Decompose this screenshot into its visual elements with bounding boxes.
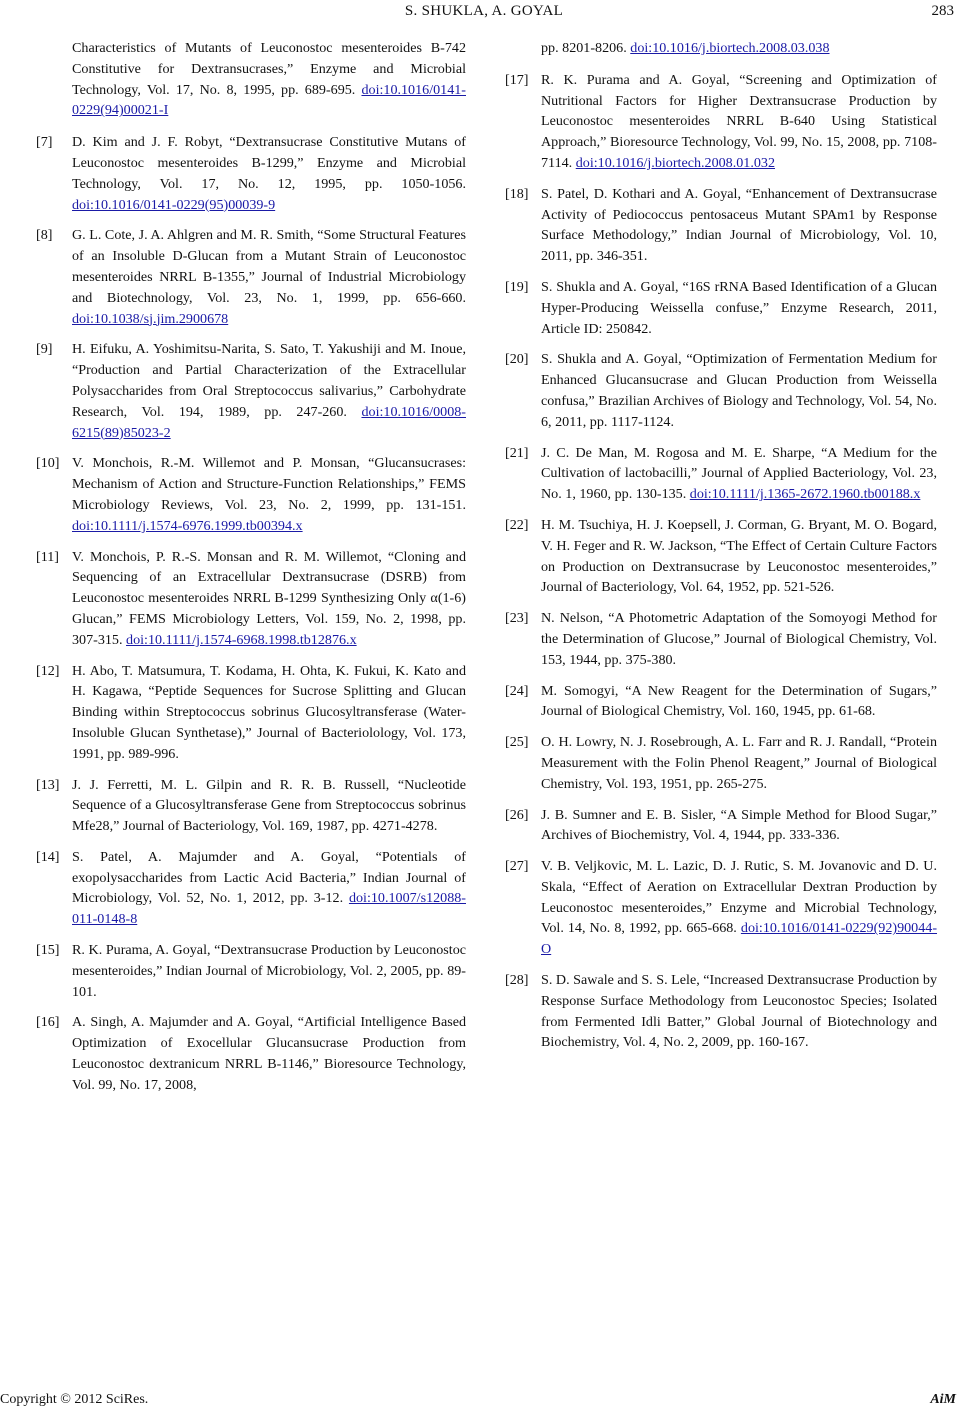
copyright-notice: Copyright © 2012 SciRes. <box>0 1392 149 1407</box>
reference-text: R. K. Purama and A. Goyal, “Screening and Optimization of Nutritional Factors for Higher Dextransucrase Production by Leuconostoc mesenteroides NRRL B-640 Using Statistical Approach,” Bioresource Technology, Vol. 99, No. 15, 2008, pp. 7108-7114. <box>541 71 937 171</box>
doi-link[interactable]: doi:10.1016/0141-0229(92)90044-O <box>541 920 938 958</box>
reference-item <box>36 132 466 215</box>
reference-continuation <box>36 38 466 121</box>
doi-link[interactable]: doi:10.1111/j.1574-6968.1998.tb12876.x <box>126 631 357 648</box>
reference-number: [15] <box>36 942 60 959</box>
reference-text: S. Patel, D. Kothari and A. Goyal, “Enhancement of Dextransucrase Activity of Pediococcus pentosaceus Mutant SPAm1 by Response Surface Methodology,” Indian Journal of Microbiology, Vol. 10, 2011, pp. 346-351. <box>541 185 937 265</box>
reference-number: [10] <box>36 455 60 472</box>
reference-number: [11] <box>36 548 59 565</box>
reference-text: V. Monchois, P. R.-S. Monsan and R. M. Willemot, “Cloning and Sequencing of an Extracellular Dextransucrase (DSRB) from Leuconostoc mesenteroides NRRL B-1299 Synthesizing Only α(1-6) Glucan,” FEMS Microbiology Letters, Vol. 159, No. 2, 1998, pp. 307-315. <box>72 548 466 648</box>
reference-number: [27] <box>505 858 529 875</box>
reference-item <box>36 661 466 765</box>
reference-number: [26] <box>505 806 529 823</box>
reference-text: J. C. De Man, M. Rogosa and M. E. Sharpe, “A Medium for the Cultivation of lactobacilli,” Journal of Applied Bacteriology, Vol. 23, No. 1, 1960, pp. 130-135. <box>541 444 937 503</box>
running-title: S. SHUKLA, A. GOYAL <box>404 3 564 19</box>
reference-text: H. Abo, T. Matsumura, T. Kodama, H. Ohta, K. Fukui, K. Kato and H. Kagawa, “Peptide Sequences for Sucrose Splitting and Glucan Binding within Streptococcus sobrinus Glucosyltransferase (Water-Insoluble Glucan Synthetase),” Journal of Bacteriolology, Vol. 173, 1991, pp. 989-996. <box>72 662 466 762</box>
reference-item <box>36 453 466 536</box>
reference-number: [14] <box>36 848 60 865</box>
reference-item <box>505 970 937 1053</box>
left-column <box>36 38 466 1106</box>
reference-text: R. K. Purama, A. Goyal, “Dextransucrase Production by Leuconostoc mesenteroides,” Indian Journal of Microbiology, Vol. 2, 2005, pp. 89-101. <box>72 942 466 1000</box>
reference-item <box>36 225 466 329</box>
doi-link[interactable]: doi:10.1016/0008-6215(89)85023-2 <box>72 403 466 441</box>
reference-item <box>36 940 466 1002</box>
reference-item <box>505 608 937 670</box>
reference-text: S. Shukla and A. Goyal, “16S rRNA Based Identification of a Glucan Hyper-Producing Weissella confuse,” Enzyme Research, 2011, Article ID: 250842. <box>541 278 937 337</box>
reference-item <box>505 277 937 339</box>
reference-item <box>505 349 937 432</box>
reference-item <box>36 339 466 443</box>
reference-number: [17] <box>505 71 529 88</box>
reference-number: [20] <box>505 351 529 368</box>
journal-abbrev: AiM <box>930 1392 956 1407</box>
reference-text: V. Monchois, R.-M. Willemot and P. Monsan, “Glucansucrases: Mechanism of Action and Structure-Function Relationships,” FEMS Microbiology Reviews, Vol. 23, No. 2, 1999, pp. 131-151. <box>72 455 466 513</box>
right-column <box>505 38 937 1063</box>
reference-number: [16] <box>36 1014 60 1031</box>
reference-item <box>36 775 466 837</box>
reference-item <box>505 70 937 174</box>
reference-text: G. L. Cote, J. A. Ahlgren and M. R. Smith, “Some Structural Features of an Insoluble D-Glucan from a Mutant Strain of Leuconostoc mesenteroides NRRL B-1355,” Journal of Industrial Microbiology and Biotechnology, Vol. 23, No. 1, 1999, pp. 656-660. <box>72 227 466 306</box>
doi-link[interactable]: doi:10.1111/j.1574-6976.1999.tb00394.x <box>72 517 303 534</box>
reference-number: [22] <box>505 516 529 533</box>
page-header <box>0 0 968 24</box>
reference-text: M. Somogyi, “A New Reagent for the Determination of Sugars,” Journal of Biological Chemistry, Vol. 160, 1945, pp. 61-68. <box>541 682 937 720</box>
reference-text: D. Kim and J. F. Robyt, “Dextransucrase Constitutive Mutans of Leuconostoc mesenteroides B-1299,” Enzyme and Microbial Technology, Vol. 17, No. 12, 1995, pp. 1050-1056. <box>72 134 466 192</box>
reference-text: A. Singh, A. Majumder and A. Goyal, “Artificial Intelligence Based Optimization of Exocellular Glucansucrase Production from Leuconostoc dextranicum NRRL B-1146,” Bioresource Technology, Vol. 99, No. 17, 2008, <box>72 1014 466 1093</box>
reference-item <box>36 847 466 930</box>
doi-link[interactable]: doi:10.1016/j.biortech.2008.03.038 <box>630 40 830 56</box>
reference-number: [21] <box>505 444 529 461</box>
reference-text: V. B. Veljkovic, M. L. Lazic, D. J. Rutic, S. M. Jovanovic and D. U. Skala, “Effect of Aeration on Extracellular Dextran Production by Leuconostoc mesenteroides,” Enzyme and Microbial Technology, Vol. 14, No. 8, 1992, pp. 665-668. <box>541 858 937 937</box>
reference-text: O. H. Lowry, N. J. Rosebrough, A. L. Farr and R. J. Randall, “Protein Measurement with the Folin Phenol Reagent,” Journal of Biological Chemistry, Vol. 193, 1951, pp. 265-275. <box>541 734 937 792</box>
reference-text: S. D. Sawale and S. S. Lele, “Increased Dextransucrase Production by Response Surface Methodology from Leuconostoc Species; Isolated from Fermented Idli Batter,” Global Journal of Biotechnology and Biochemistry, Vol. 4, No. 2, 2009, pp. 160-167. <box>541 972 937 1051</box>
page-number: 283 <box>931 3 954 19</box>
reference-number: [23] <box>505 610 529 627</box>
reference-number: [8] <box>36 227 53 244</box>
reference-number: [9] <box>36 341 53 358</box>
reference-text: S. Shukla and A. Goyal, “Optimization of Fermentation Medium for Enhanced Glucansucrase and Glucan Production from Weissella confusa,” Brazilian Archives of Biology and Technology, Vol. 54, No. 6, 2011, pp. 1117-1124. <box>541 351 937 430</box>
doi-link[interactable]: doi:10.1016/0141-0229(94)00021-I <box>72 81 466 119</box>
doi-link[interactable]: doi:10.1007/s12088-011-0148-8 <box>72 890 466 928</box>
reference-item <box>36 1012 466 1095</box>
doi-link[interactable]: doi:10.1016/j.biortech.2008.01.032 <box>575 154 775 171</box>
doi-link[interactable]: doi:10.1038/sj.jim.2900678 <box>72 310 229 327</box>
reference-item <box>505 184 937 267</box>
reference-text: H. Eifuku, A. Yoshimitsu-Narita, S. Sato, T. Yakushiji and M. Inoue, “Production and Partial Characterization of the Extracellular Polysaccharides from Oral Streptococcus salivarius,” Carbohydrate Research, Vol. 194, 1989, pp. 247-260. <box>72 341 466 420</box>
reference-number: [7] <box>36 134 53 151</box>
reference-item <box>36 547 466 651</box>
reference-number: [28] <box>505 972 529 989</box>
reference-text: J. J. Ferretti, M. L. Gilpin and R. R. B. Russell, “Nucleotide Sequence of a Glucosyltransferase Gene from Streptococcus sobrinus Mfe28,” Journal of Bacteriology, Vol. 169, 1987, pp. 4271-4278. <box>72 776 466 835</box>
reference-item <box>505 805 937 847</box>
reference-continuation <box>505 38 937 59</box>
doi-link[interactable]: doi:10.1016/0141-0229(95)00039-9 <box>72 196 276 213</box>
reference-number: [13] <box>36 776 60 793</box>
reference-number: [19] <box>505 278 529 295</box>
reference-number: [24] <box>505 682 529 699</box>
doi-link[interactable]: doi:10.1111/j.1365-2672.1960.tb00188.x <box>689 486 921 503</box>
reference-item <box>505 515 937 598</box>
reference-text: N. Nelson, “A Photometric Adaptation of the Somoyogi Method for the Determination of Glucose,” Journal of Biological Chemistry, Vol. 153, 1944, pp. 375-380. <box>541 610 937 668</box>
reference-text: pp. 8201-8206. <box>541 40 627 56</box>
reference-text: S. Patel, A. Majumder and A. Goyal, “Potentials of exopolysaccharides from Lactic Acid Bacteria,” Indian Journal of Microbiology, Vol. 52, No. 1, 2012, pp. 3-12. <box>72 848 466 907</box>
reference-number: [12] <box>36 662 60 679</box>
reference-number: [25] <box>505 734 529 751</box>
reference-item <box>505 732 937 794</box>
reference-number: [18] <box>505 185 529 202</box>
reference-item <box>505 443 937 505</box>
reference-text: Characteristics of Mutants of Leuconostoc mesenteroides B-742 Constitutive for Dextransucrases,” Enzyme and Microbial Technology, Vol. 17, No. 8, 1995, pp. 689-695. <box>72 40 466 98</box>
page-footer <box>0 1390 968 1412</box>
reference-text: J. B. Sumner and E. B. Sisler, “A Simple Method for Blood Sugar,” Archives of Biochemistry, Vol. 4, 1944, pp. 333-336. <box>541 806 937 844</box>
reference-text: H. M. Tsuchiya, H. J. Koepsell, J. Corman, G. Bryant, M. O. Bogard, V. H. Feger and R. W. Jackson, “The Effect of Certain Culture Factors on Production on Dextransucrase by Leuconostoc mesenteroides,” Journal of Bacteriology, Vol. 64, 1952, pp. 521-526. <box>541 516 937 596</box>
reference-item <box>505 856 937 960</box>
reference-item <box>505 681 937 723</box>
